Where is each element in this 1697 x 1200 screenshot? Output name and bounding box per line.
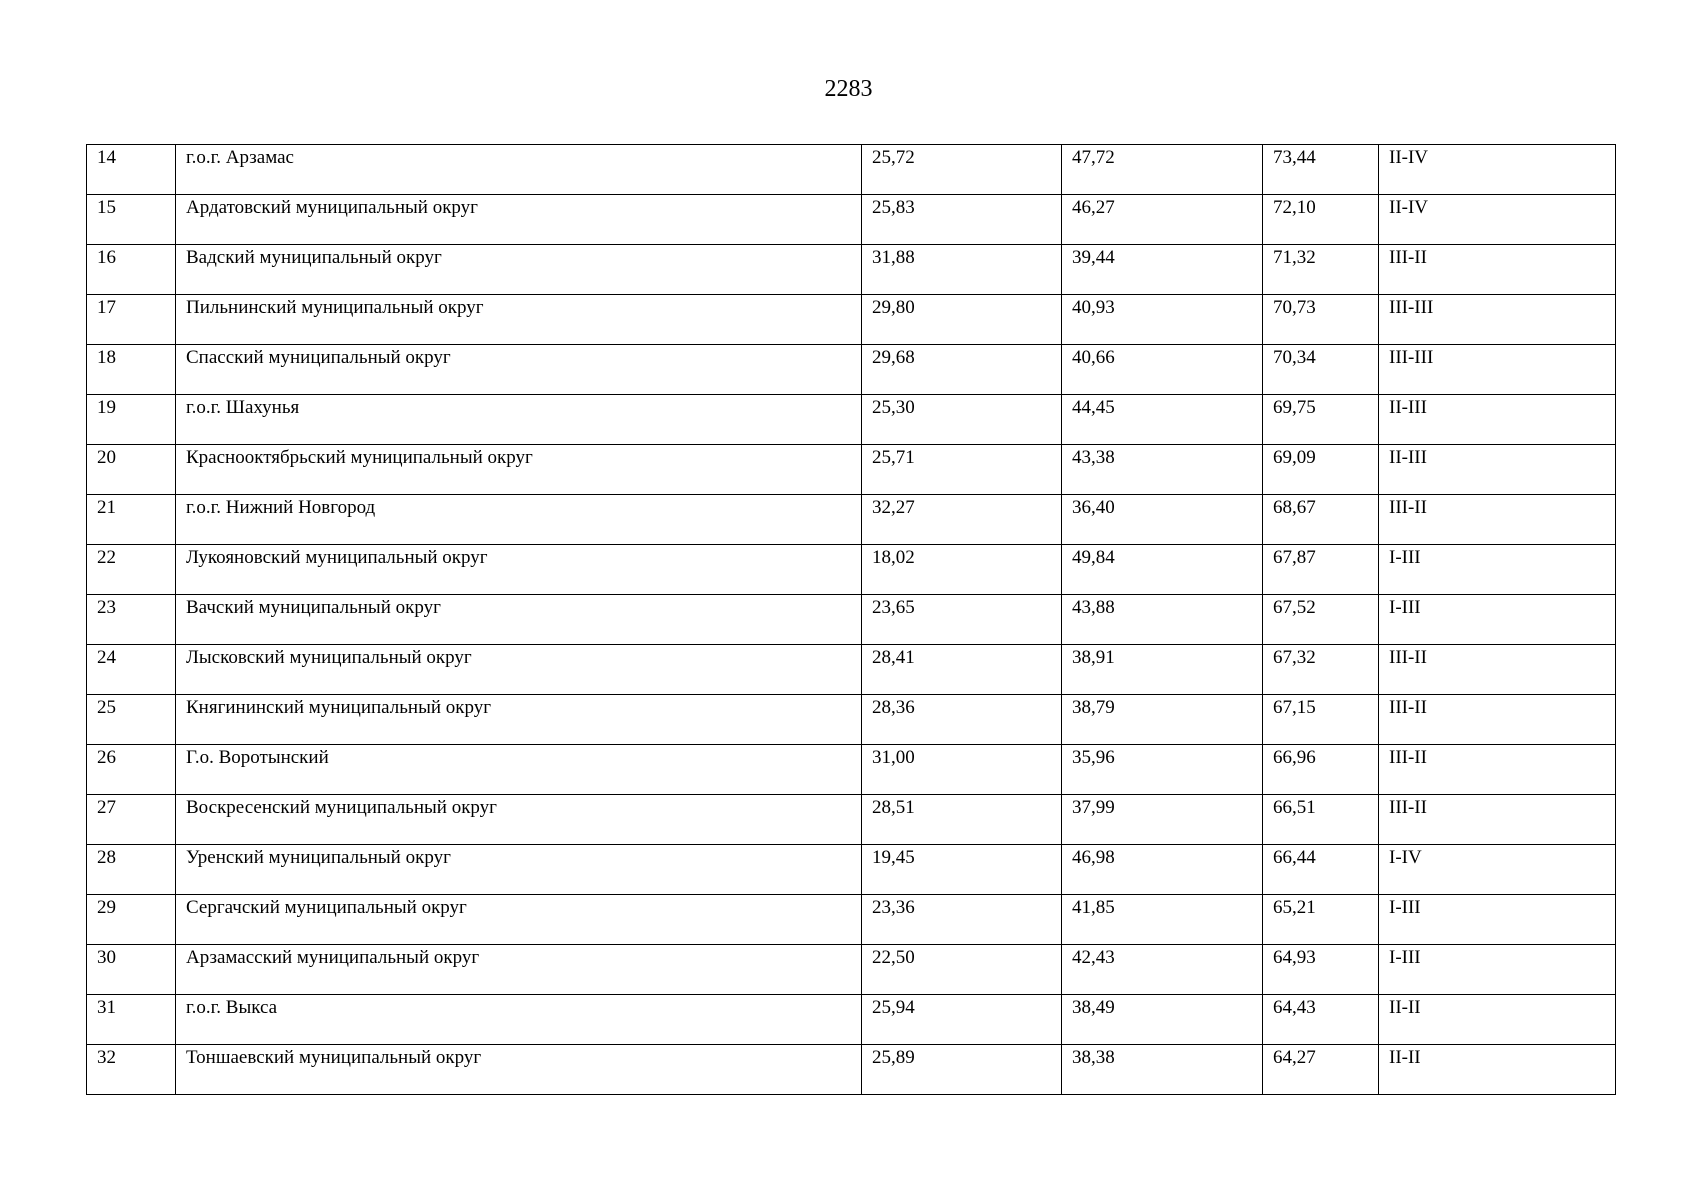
table-row <box>87 695 1616 745</box>
municipality-name-cell: г.о.г. Шахунья <box>176 395 862 445</box>
score-2-cell: 38,91 <box>1062 645 1263 695</box>
municipality-name-cell: Вадский муниципальный округ <box>176 245 862 295</box>
score-1-cell: 31,00 <box>862 745 1062 795</box>
row-number-cell: 16 <box>87 245 176 295</box>
table-row <box>87 295 1616 345</box>
total-score-cell: 68,67 <box>1263 495 1379 545</box>
municipality-name-cell: Краснооктябрьский муниципальный округ <box>176 445 862 495</box>
score-1-cell: 28,41 <box>862 645 1062 695</box>
score-2-cell: 46,27 <box>1062 195 1263 245</box>
row-number-cell: 24 <box>87 645 176 695</box>
group-cell: III-III <box>1379 345 1616 395</box>
score-1-cell: 18,02 <box>862 545 1062 595</box>
group-cell: I-III <box>1379 945 1616 995</box>
group-cell: I-IV <box>1379 845 1616 895</box>
row-number-cell: 15 <box>87 195 176 245</box>
row-number-cell: 27 <box>87 795 176 845</box>
municipality-name-cell: Тоншаевский муниципальный округ <box>176 1045 862 1095</box>
total-score-cell: 64,93 <box>1263 945 1379 995</box>
group-cell: I-III <box>1379 895 1616 945</box>
municipality-name-cell: г.о.г. Арзамас <box>176 145 862 195</box>
score-1-cell: 25,94 <box>862 995 1062 1045</box>
row-number-cell: 30 <box>87 945 176 995</box>
group-cell: III-II <box>1379 745 1616 795</box>
score-1-cell: 25,89 <box>862 1045 1062 1095</box>
total-score-cell: 69,09 <box>1263 445 1379 495</box>
score-2-cell: 36,40 <box>1062 495 1263 545</box>
table-body <box>87 145 1616 1095</box>
group-cell: III-II <box>1379 795 1616 845</box>
total-score-cell: 64,43 <box>1263 995 1379 1045</box>
group-cell: III-II <box>1379 495 1616 545</box>
group-cell: II-II <box>1379 995 1616 1045</box>
score-2-cell: 49,84 <box>1062 545 1263 595</box>
municipality-name-cell: г.о.г. Выкса <box>176 995 862 1045</box>
total-score-cell: 70,34 <box>1263 345 1379 395</box>
row-number-cell: 29 <box>87 895 176 945</box>
municipality-name-cell: Арзамасский муниципальный округ <box>176 945 862 995</box>
total-score-cell: 67,15 <box>1263 695 1379 745</box>
total-score-cell: 64,27 <box>1263 1045 1379 1095</box>
group-cell: III-III <box>1379 295 1616 345</box>
municipality-name-cell: Сергачский муниципальный округ <box>176 895 862 945</box>
score-2-cell: 39,44 <box>1062 245 1263 295</box>
total-score-cell: 65,21 <box>1263 895 1379 945</box>
score-1-cell: 25,30 <box>862 395 1062 445</box>
score-2-cell: 46,98 <box>1062 845 1263 895</box>
municipality-name-cell: Лысковский муниципальный округ <box>176 645 862 695</box>
score-2-cell: 47,72 <box>1062 145 1263 195</box>
total-score-cell: 66,96 <box>1263 745 1379 795</box>
score-1-cell: 32,27 <box>862 495 1062 545</box>
group-cell: I-III <box>1379 545 1616 595</box>
table-row <box>87 445 1616 495</box>
table-row <box>87 995 1616 1045</box>
row-number-cell: 26 <box>87 745 176 795</box>
score-1-cell: 31,88 <box>862 245 1062 295</box>
score-1-cell: 22,50 <box>862 945 1062 995</box>
page-number: 2283 <box>824 76 873 102</box>
group-cell: III-II <box>1379 245 1616 295</box>
municipality-name-cell: Г.о. Воротынский <box>176 745 862 795</box>
total-score-cell: 67,87 <box>1263 545 1379 595</box>
table-row <box>87 395 1616 445</box>
total-score-cell: 73,44 <box>1263 145 1379 195</box>
score-2-cell: 43,88 <box>1062 595 1263 645</box>
score-1-cell: 28,51 <box>862 795 1062 845</box>
score-2-cell: 42,43 <box>1062 945 1263 995</box>
table-row <box>87 1045 1616 1095</box>
table-row <box>87 745 1616 795</box>
score-1-cell: 29,80 <box>862 295 1062 345</box>
table-row <box>87 595 1616 645</box>
score-1-cell: 25,71 <box>862 445 1062 495</box>
score-2-cell: 38,38 <box>1062 1045 1263 1095</box>
row-number-cell: 25 <box>87 695 176 745</box>
table-row <box>87 545 1616 595</box>
total-score-cell: 71,32 <box>1263 245 1379 295</box>
group-cell: II-IV <box>1379 145 1616 195</box>
score-1-cell: 23,65 <box>862 595 1062 645</box>
table-row <box>87 145 1616 195</box>
table-row <box>87 945 1616 995</box>
municipality-name-cell: г.о.г. Нижний Новгород <box>176 495 862 545</box>
score-2-cell: 38,79 <box>1062 695 1263 745</box>
score-1-cell: 25,83 <box>862 195 1062 245</box>
table-row <box>87 245 1616 295</box>
row-number-cell: 17 <box>87 295 176 345</box>
row-number-cell: 20 <box>87 445 176 495</box>
score-1-cell: 28,36 <box>862 695 1062 745</box>
table-row <box>87 195 1616 245</box>
score-2-cell: 44,45 <box>1062 395 1263 445</box>
score-1-cell: 29,68 <box>862 345 1062 395</box>
table-row <box>87 645 1616 695</box>
total-score-cell: 70,73 <box>1263 295 1379 345</box>
municipality-name-cell: Ардатовский муниципальный округ <box>176 195 862 245</box>
row-number-cell: 31 <box>87 995 176 1045</box>
table-row <box>87 345 1616 395</box>
ranking-table <box>86 144 1616 1095</box>
municipality-name-cell: Лукояновский муниципальный округ <box>176 545 862 595</box>
group-cell: II-IV <box>1379 195 1616 245</box>
score-2-cell: 41,85 <box>1062 895 1263 945</box>
municipality-name-cell: Вачский муниципальный округ <box>176 595 862 645</box>
table-row <box>87 795 1616 845</box>
score-1-cell: 23,36 <box>862 895 1062 945</box>
total-score-cell: 67,52 <box>1263 595 1379 645</box>
score-2-cell: 43,38 <box>1062 445 1263 495</box>
table-row <box>87 895 1616 945</box>
group-cell: III-II <box>1379 645 1616 695</box>
group-cell: II-III <box>1379 445 1616 495</box>
row-number-cell: 18 <box>87 345 176 395</box>
table-row <box>87 495 1616 545</box>
row-number-cell: 22 <box>87 545 176 595</box>
group-cell: I-III <box>1379 595 1616 645</box>
group-cell: III-II <box>1379 695 1616 745</box>
total-score-cell: 72,10 <box>1263 195 1379 245</box>
table-row <box>87 845 1616 895</box>
municipality-name-cell: Воскресенский муниципальный округ <box>176 795 862 845</box>
row-number-cell: 14 <box>87 145 176 195</box>
total-score-cell: 66,44 <box>1263 845 1379 895</box>
municipality-name-cell: Спасский муниципальный округ <box>176 345 862 395</box>
total-score-cell: 66,51 <box>1263 795 1379 845</box>
row-number-cell: 21 <box>87 495 176 545</box>
score-2-cell: 38,49 <box>1062 995 1263 1045</box>
row-number-cell: 28 <box>87 845 176 895</box>
score-2-cell: 35,96 <box>1062 745 1263 795</box>
group-cell: II-III <box>1379 395 1616 445</box>
score-1-cell: 25,72 <box>862 145 1062 195</box>
municipality-name-cell: Княгининский муниципальный округ <box>176 695 862 745</box>
score-1-cell: 19,45 <box>862 845 1062 895</box>
score-2-cell: 40,66 <box>1062 345 1263 395</box>
row-number-cell: 23 <box>87 595 176 645</box>
score-2-cell: 37,99 <box>1062 795 1263 845</box>
score-2-cell: 40,93 <box>1062 295 1263 345</box>
row-number-cell: 32 <box>87 1045 176 1095</box>
municipality-name-cell: Пильнинский муниципальный округ <box>176 295 862 345</box>
municipality-name-cell: Уренский муниципальный округ <box>176 845 862 895</box>
total-score-cell: 67,32 <box>1263 645 1379 695</box>
row-number-cell: 19 <box>87 395 176 445</box>
total-score-cell: 69,75 <box>1263 395 1379 445</box>
group-cell: II-II <box>1379 1045 1616 1095</box>
